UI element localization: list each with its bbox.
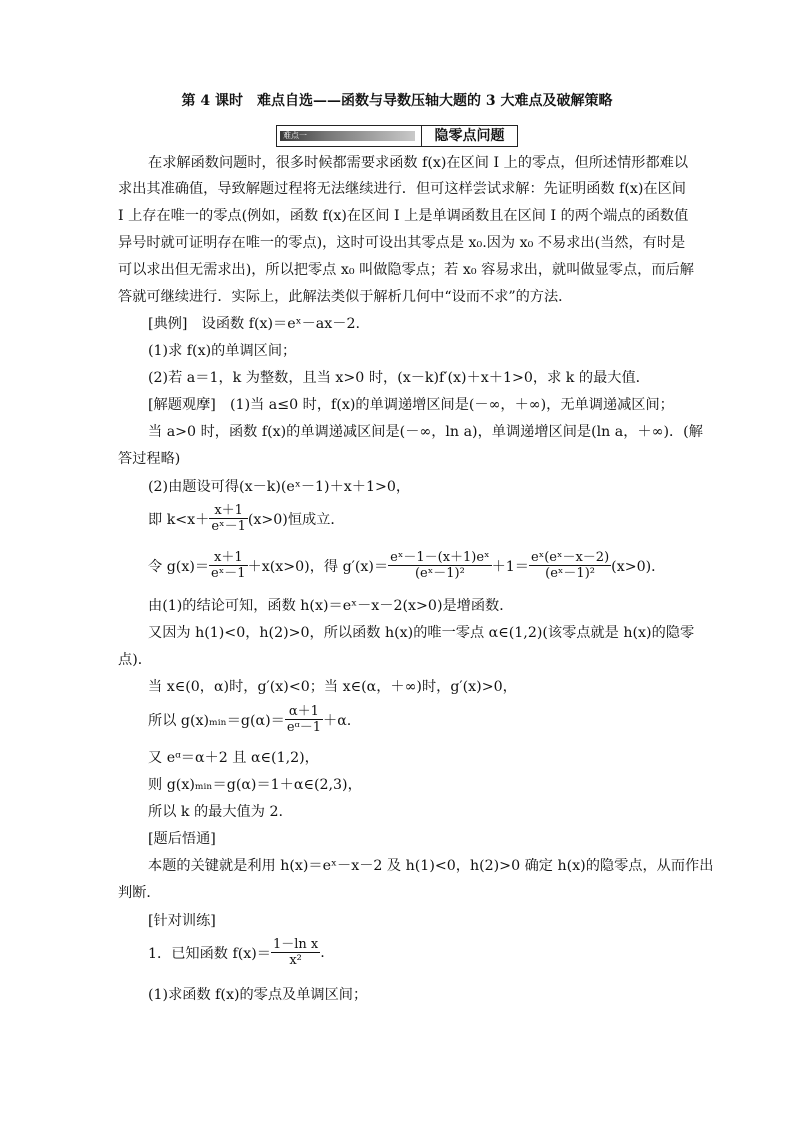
- intro-line-2: 求出其准确值，导致解题过程将无法继续进行．但可这样尝试求解：先证明函数 f(x)在区间: [118, 181, 686, 197]
- reflection-line: 本题的关键就是利用 h(x)＝eˣ－x－2 及 h(1)<0，h(2)>0 确定 h(x)的隐零点，从而作出: [148, 858, 714, 874]
- fraction: $\frac{x+1}{\text{eˣ－1}}$: [211, 503, 246, 534]
- intro-line-4: 异号时就可证明存在唯一的零点)，这时可设出其零点是 x₀.因为 x₀ 不易求出(当然，有时是: [118, 235, 686, 251]
- fraction: $\frac{x+1}{\text{eˣ－1}}$: [211, 550, 246, 581]
- equation-k-bound: 即 k<x＋ $\frac{x+1}{\text{eˣ－1}}$ (x>0)恒成立．: [148, 503, 345, 534]
- equation-g-min: 所以 g(x)ₘᵢₙ＝g(α)＝ $\frac{\alpha+1}{\text{eᵅ－1}}$ ＋α.: [148, 704, 352, 735]
- fraction: $\frac{\text{1－ln x}}{\text{x²}}$: [272, 937, 319, 968]
- banner-tag-label: 难点一: [283, 131, 307, 140]
- intro-line-6: 答就可继续进行．实际上，此解法类似于解析几何中“设而不求”的方法．: [118, 289, 573, 305]
- solution-line: 当 x∈(0，α)时，g′(x)<0；当 x∈(α，＋∞)时，g′(x)>0，: [148, 679, 517, 695]
- solution-line: 当 a>0 时，函数 f(x)的单调递减区间是(－∞，ln a)，单调递增区间是(ln a，＋∞)．(解: [148, 424, 703, 440]
- solution-line: 则 g(x)ₘᵢₙ＝g(α)＝1＋α∈(2,3)，: [148, 777, 362, 793]
- training-heading: [针对训练]: [148, 913, 216, 929]
- lesson-title: 第 4 课时 难点自选——函数与导数压轴大题的 3 大难点及破解策略: [181, 93, 613, 109]
- fraction: $\frac{\alpha+1}{\text{eᵅ－1}}$: [286, 704, 322, 735]
- solution-line: 所以 k 的最大值为 2.: [148, 804, 283, 820]
- reflection-heading: [题后悟通]: [148, 831, 216, 847]
- intro-line-3: I 上存在唯一的零点(例如，函数 f(x)在区间 I 上是单调函数且在区间 I 的两个端点的函数值: [118, 208, 689, 224]
- fraction: $\frac{\text{eˣ－1－(x＋1)eˣ}}{\text{(eˣ－1)²}}$: [390, 550, 490, 581]
- example-heading: [典例] 设函数 f(x)＝eˣ－ax－2.: [148, 316, 360, 332]
- solution-line: (2)由题设可得(x－k)(eˣ－1)＋x＋1>0，: [148, 479, 411, 495]
- intro-line-1: 在求解函数问题时，很多时候都需要求函数 f(x)在区间 I 上的零点，但所述情形都难以: [148, 155, 689, 171]
- solution-line: 又 eᵅ＝α＋2 且 α∈(1,2)，: [148, 750, 319, 766]
- banner-title: 隐零点问题: [434, 128, 505, 144]
- banner-tag: [277, 126, 422, 146]
- solution-heading: [解题观摩] (1)当 a≤0 时，f(x)的单调递增区间是(－∞，＋∞)，无单调递减区间；: [148, 397, 674, 413]
- reflection-line: 判断．: [118, 885, 161, 901]
- equation-g-derivative: 令 g(x)＝ $\frac{x+1}{\text{eˣ－1}}$ ＋x(x>0)，得 g′(x)＝ $\frac{\text{eˣ－1－(x＋1)eˣ}}{\text{(eˣ－1)²}}$ ＋1＝ $\frac{\text{eˣ(eˣ－x－2)}}{\text{(eˣ－1)²}}$ (x>0)．: [148, 550, 666, 581]
- question-1: (1)求 f(x)的单调区间；: [148, 343, 297, 359]
- solution-line: 点)．: [118, 652, 152, 668]
- question-2: (2)若 a＝1，k 为整数，且当 x>0 时，(x－k)f′(x)＋x＋1>0，求 k 的最大值．: [148, 370, 650, 386]
- solution-line: 由(1)的结论可知，函数 h(x)＝eˣ－x－2(x>0)是增函数．: [148, 598, 514, 614]
- intro-line-5: 可以求出但无需求出)，所以把零点 x₀ 叫做隐零点；若 x₀ 容易求出，就叫做显零点，而后解: [118, 262, 694, 278]
- section-banner: [276, 125, 518, 147]
- solution-line: 答过程略): [118, 451, 181, 467]
- exercise-1-statement: 1．已知函数 f(x)＝ $\frac{\text{1－ln x}}{\text{x²}}$ .: [148, 937, 325, 968]
- fraction: $\frac{\text{eˣ(eˣ－x－2)}}{\text{(eˣ－1)²}}$: [531, 550, 610, 581]
- solution-line: 又因为 h(1)<0，h(2)>0，所以函数 h(x)的唯一零点 α∈(1,2)(该零点就是 h(x)的隐零: [148, 625, 695, 641]
- exercise-1-part-1: (1)求函数 f(x)的零点及单调区间；: [148, 987, 368, 1003]
